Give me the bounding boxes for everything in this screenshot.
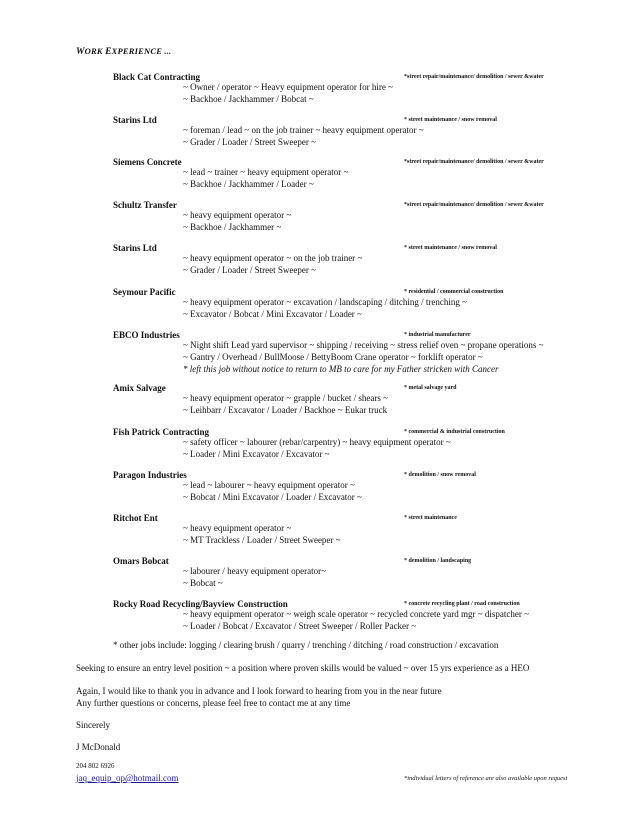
job-detail-line: ~ lead ~ labourer ~ heavy equipment operator ~ [183,480,355,490]
job-category: * street maintenance / snow removal [404,245,497,251]
job-category: * metal salvage yard [404,385,457,391]
job-detail-line: ~ heavy equipment operator ~ weigh scale operator ~ recycled concrete yard mgr ~ dispatcher ~ [183,609,529,619]
job-detail-line: ~ Grader / Loader / Street Sweeper ~ [183,265,316,275]
company-name: Omars Bobcat [113,556,169,566]
job-category: * street maintenance / snow removal [404,117,497,123]
job-category: *street repair/maintenance/ demolition / sewer &water [404,74,544,80]
company-name: Rocky Road Recycling/Bayview Construction [113,599,288,609]
job-detail-line: ~ heavy equipment operator ~ [183,210,292,220]
job-detail-line: ~ Grader / Loader / Street Sweeper ~ [183,137,316,147]
section-title-initial-2: E [105,47,112,57]
other-jobs-note: * other jobs include: logging / clearing brush / quarry / trenching / ditching / road construction / excavation [113,640,499,650]
thanks-line-2: Any further questions or concerns, please feel free to contact me at any time [76,698,351,708]
job-detail-line: ~ heavy equipment operator ~ excavation / landscaping / ditching / trenching ~ [183,297,468,307]
job-detail-line: ~ foreman / lead ~ on the job trainer ~ heavy equipment operator ~ [183,125,424,135]
job-detail-line: ~ Backhoe / Jackhammer ~ [183,222,282,232]
company-name: Seymour Pacific [113,287,176,297]
job-detail-line: ~ heavy equipment operator ~ grapple / bucket / shears ~ [183,393,389,403]
job-detail-line: ~ heavy equipment operator ~ on the job trainer ~ [183,253,363,263]
job-detail-line: ~ safety officer ~ labourer (rebar/carpentry) ~ heavy equipment operator ~ [183,437,451,447]
company-name: Ritchot Ent [113,513,158,523]
job-detail-line: ~ Excavator / Bobcat / Mini Excavator / Loader ~ [183,309,362,319]
closing-salutation: Sincerely [76,720,110,730]
company-name: EBCO Industries [113,330,180,340]
job-detail-line: ~ Bobcat ~ [183,578,223,588]
job-category: * industrial manufacturer [404,332,471,338]
job-detail-line: ~ heavy equipment operator ~ [183,523,292,533]
job-detail-line: ~ Loader / Bobcat / Excavator / Street Sweeper / Roller Packer ~ [183,621,417,631]
email-link[interactable]: jaq_equip_op@hotmail.com [76,773,179,783]
company-name: Black Cat Contracting [113,72,200,82]
section-title-initial-1: W [76,47,85,57]
job-category: * street maintenance [404,515,457,521]
job-detail-line: ~ Gantry / Overhead / BullMoose / BettyBoom Crane operator ~ forklift operator ~ [183,352,483,362]
job-category: *street repair/maintenance/ demolition / sewer &water [404,159,544,165]
company-name: Schultz Transfer [113,200,177,210]
job-detail-line: ~ Loader / Mini Excavator / Excavator ~ [183,449,330,459]
job-detail-line: ~ lead ~ trainer ~ heavy equipment operator ~ [183,167,349,177]
job-detail-line: ~ Backhoe / Jackhammer / Bobcat ~ [183,94,314,104]
job-note-line: * left this job without notice to return to MB to care for my Father stricken with Cancer [183,364,499,374]
reference-note: *individual letters of reference are also available upon request [404,775,568,782]
company-name: Starins Ltd [113,243,157,253]
job-detail-line: ~ MT Trackless / Loader / Street Sweeper ~ [183,535,341,545]
job-category: * commercial & industrial construction [404,429,505,435]
section-title-work-experience [76,46,171,57]
job-detail-line: ~ Leihbarr / Excavator / Loader / Backhoe ~ Eukar truck [183,405,388,415]
job-category: * residential / commercial construction [404,289,504,295]
company-name: Fish Patrick Contracting [113,427,209,437]
company-name: Paragon Industries [113,470,187,480]
company-name: Starins Ltd [113,115,157,125]
company-name: Amix Salvage [113,383,166,393]
job-detail-line: ~ Night shift Lead yard supervisor ~ shipping / receiving ~ stress relief oven ~ propane operations ~ [183,340,544,350]
section-title-part-1: ORK [84,46,106,56]
seeking-statement: Seeking to ensure an entry level position ~ a position where proven skills would be valued ~ over 15 yrs experience as a HEO [76,663,530,673]
job-category: * concrete recycling plant / road construction [404,601,520,607]
job-category: * demolition / landscaping [404,558,472,564]
job-detail-line: ~ Bobcat / Mini Excavator / Loader / Excavator ~ [183,492,362,502]
phone-number: 204 802 6926 [76,762,115,770]
thanks-line-1: Again, I would like to thank you in advance and I look forward to hearing from you in the near future [76,686,442,696]
signature-name: J McDonald [76,742,121,752]
job-category: *street repair/maintenance/ demolition / sewer &water [404,202,544,208]
job-detail-line: ~ Owner / operator ~ Heavy equipment operator for hire ~ [183,82,394,92]
section-title-part-2: XPERIENCE ... [111,46,172,56]
company-name: Siemens Concrete [113,157,182,167]
job-detail-line: ~ labourer / heavy equipment operator~ [183,566,326,576]
job-detail-line: ~ Backhoe / Jackhammer / Loader ~ [183,179,314,189]
job-category: * demolition / snow removal [404,472,476,478]
